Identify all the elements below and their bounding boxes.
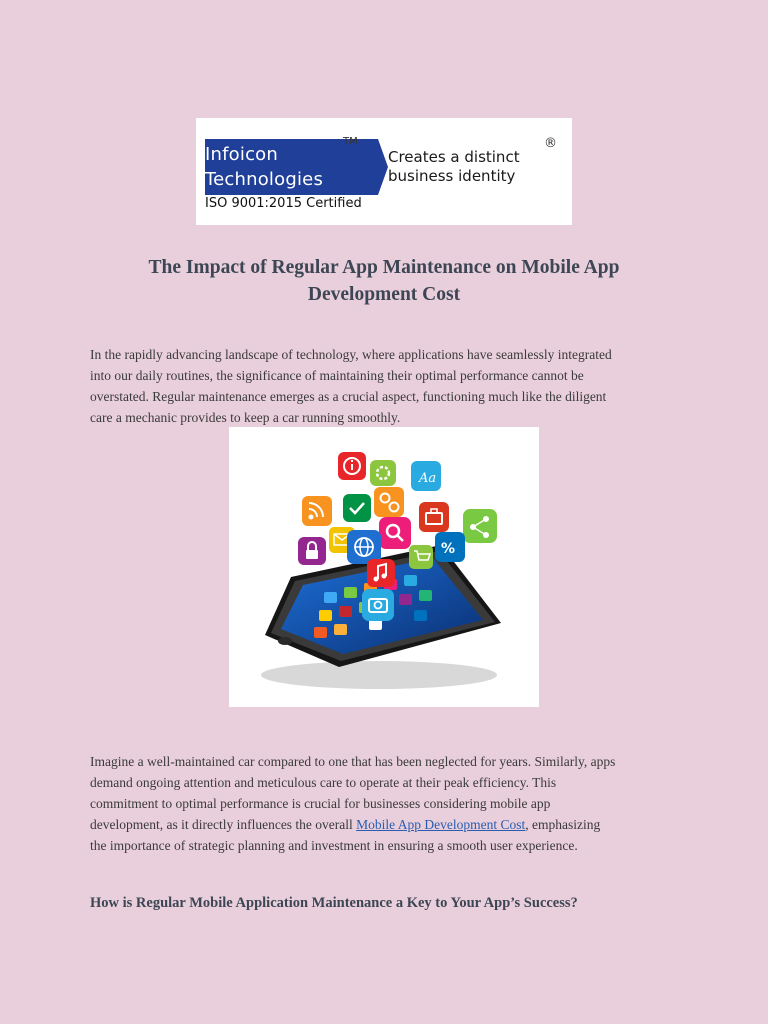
- check-icon: [343, 494, 371, 522]
- music-icon: [367, 559, 395, 587]
- registered-mark: ®: [544, 136, 557, 151]
- logo-company-line2: Technologies: [205, 169, 324, 190]
- body-line-with-link: [90, 814, 690, 835]
- svg-text:%: %: [441, 541, 456, 557]
- cart-icon: [409, 545, 433, 569]
- screen-app-tile: [419, 590, 432, 601]
- logo-tagline-line1: Creates a distinct: [388, 148, 520, 166]
- gear-icon: [370, 460, 396, 486]
- rss-icon: [302, 496, 332, 526]
- intro-line: overstated. Regular maintenance emerges as a crucial aspect, functioning much like the diligent: [90, 389, 607, 404]
- screen-app-tile: [414, 610, 427, 621]
- screen-app-tile: [404, 575, 417, 586]
- body-line: the importance of strategic planning and investment in ensuring a smooth user experience.: [90, 838, 578, 853]
- screen-app-tile: [344, 587, 357, 598]
- screen-app-tile: [314, 627, 327, 638]
- gear-icon: [374, 487, 404, 517]
- screen-app-tile: [319, 610, 332, 621]
- share-icon: [463, 509, 497, 543]
- intro-line: In the rapidly advancing landscape of technology, where applications have seamlessly integrated: [90, 347, 612, 362]
- logo-company-line1: Infoicon: [205, 144, 278, 165]
- intro-line: care a mechanic provides to keep a car running smoothly.: [90, 410, 401, 425]
- company-logo: [196, 118, 572, 225]
- search-icon: [379, 517, 411, 549]
- briefcase-icon: [419, 502, 449, 532]
- screen-app-tile: [339, 606, 352, 617]
- smartphone-apps-image: [229, 427, 539, 707]
- percent-icon: [435, 532, 465, 562]
- text-icon: [411, 461, 441, 491]
- camera-icon: [362, 589, 394, 621]
- body-line: Imagine a well-maintained car compared to one that has been neglected for years. Similarly, apps: [90, 754, 616, 769]
- logo-wedge: [378, 139, 388, 195]
- trademark-mark: TM: [343, 136, 358, 147]
- article-title-line2: Development Cost: [307, 284, 461, 305]
- lock-icon: [298, 537, 326, 565]
- screen-app-tile: [334, 624, 347, 635]
- section-subheading: How is Regular Mobile Application Maintenance a Key to Your App’s Success?: [90, 895, 578, 911]
- body-line: commitment to optimal performance is crucial for businesses considering mobile app: [90, 796, 551, 811]
- home-button: [278, 637, 292, 645]
- body-line: demand ongoing attention and meticulous care to operate at their peak efficiency. This: [90, 775, 557, 790]
- logo-tagline-line2: business identity: [388, 167, 516, 185]
- intro-line: into our daily routines, the significance of maintaining their optimal performance cannot be: [90, 368, 584, 383]
- mobile-app-development-cost-link[interactable]: Mobile App Development Cost: [356, 817, 526, 832]
- body-line-text: development, as it directly influences the overall: [90, 817, 357, 832]
- article-title-line1: The Impact of Regular App Maintenance on Mobile App: [148, 257, 620, 278]
- logo-company-name: [205, 142, 323, 192]
- smartphone-apps-illustration: [229, 427, 539, 707]
- iso-certification: ISO 9001:2015 Certified: [205, 196, 362, 211]
- intro-paragraph: [90, 344, 690, 428]
- logo-tagline: [388, 148, 520, 186]
- body-line-text: , emphasizing: [525, 817, 601, 832]
- svg-text:Aa: Aa: [419, 471, 437, 486]
- screen-app-tile: [324, 592, 337, 603]
- globe-icon: [347, 530, 381, 564]
- screen-app-tile: [399, 594, 412, 605]
- phone-shadow: [261, 661, 497, 689]
- article-title: [100, 254, 668, 308]
- body-paragraph: [90, 751, 690, 856]
- info-icon: [338, 452, 366, 480]
